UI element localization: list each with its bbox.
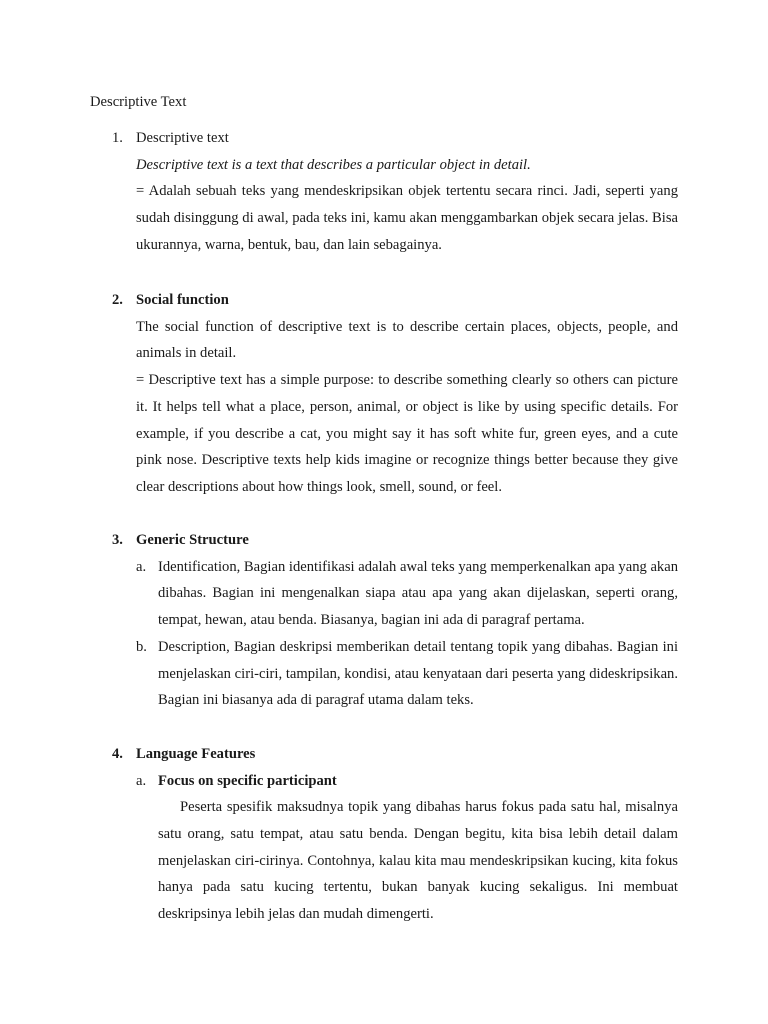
- section-number: 2.: [112, 292, 123, 308]
- explanation-text: = Adalah sebuah teks yang mendeskripsikan objek tertentu secara rinci. Jadi, seperti yang sudah disinggung di awal, pada teks ini, kamu akan menggambarkan objek secara jelas. Bisa ukurannya, warna, bentuk, bau, dan lain sebagainya.: [136, 183, 678, 253]
- social-function-paragraph: The social function of descriptive text is to describe certain places, objects, people, and animals in detail.: [136, 318, 678, 362]
- section-heading: Generic Structure: [136, 532, 249, 548]
- list-item-letter: a.: [136, 772, 147, 789]
- section-heading: Language Features: [136, 746, 256, 762]
- list-item-letter: b.: [136, 639, 147, 655]
- section-number: 4.: [112, 746, 123, 762]
- section-heading: Social function: [136, 292, 229, 308]
- document-title: Descriptive Text: [90, 94, 187, 110]
- list-item-text: Peserta spesifik maksudnya topik yang dibahas harus fokus pada satu hal, misalnya satu orang, satu tempat, atau satu benda. Dengan begitu, kita bisa lebih detail dalam menjelaskan ciri-cirinya. Contohnya, kalau kita mau mendeskripsikan kucing, kita fokus hanya pada satu kucing tertentu, bukan banyak kucing sekaligus. Ini membuat deskripsinya lebih jelas dan mudah dimengerti.: [158, 799, 678, 923]
- list-item-letter: a.: [136, 558, 147, 575]
- explanation-text: = Descriptive text has a simple purpose: to describe something clearly so others can picture it. It helps tell what a place, person, animal, or object is like by using specific details. For example, if you describe a cat, you might say it has soft white fur, green eyes, and a cute pink nose. Descriptive texts help kids imagine or recognize things better because they give clear descriptions about how things look, smell, sound, or feel.: [136, 372, 678, 495]
- list-item-text: Description, Bagian deskripsi memberikan detail tentang topik yang dibahas. Bagian ini menjelaskan ciri-ciri, tampilan, kondisi, atau kenyataan dari peserta yang dideskripsikan. Bagian ini biasanya ada di paragraf utama dalam teks.: [158, 639, 678, 709]
- section-number: 3.: [112, 532, 123, 548]
- definition-text: Descriptive text is a text that describes a particular object in detail.: [136, 156, 531, 173]
- list-item-title: Focus on specific participant: [158, 772, 337, 789]
- section-heading: Descriptive text: [136, 130, 229, 146]
- section-number: 1.: [112, 130, 123, 146]
- list-item-text: Identification, Bagian identifikasi adalah awal teks yang memperkenalkan apa yang akan dibahas. Bagian ini mengenalkan siapa atau apa yang akan dijelaskan, seperti orang, tempat, hewan, atau benda. Biasanya, bagian ini ada di paragraf pertama.: [158, 558, 678, 629]
